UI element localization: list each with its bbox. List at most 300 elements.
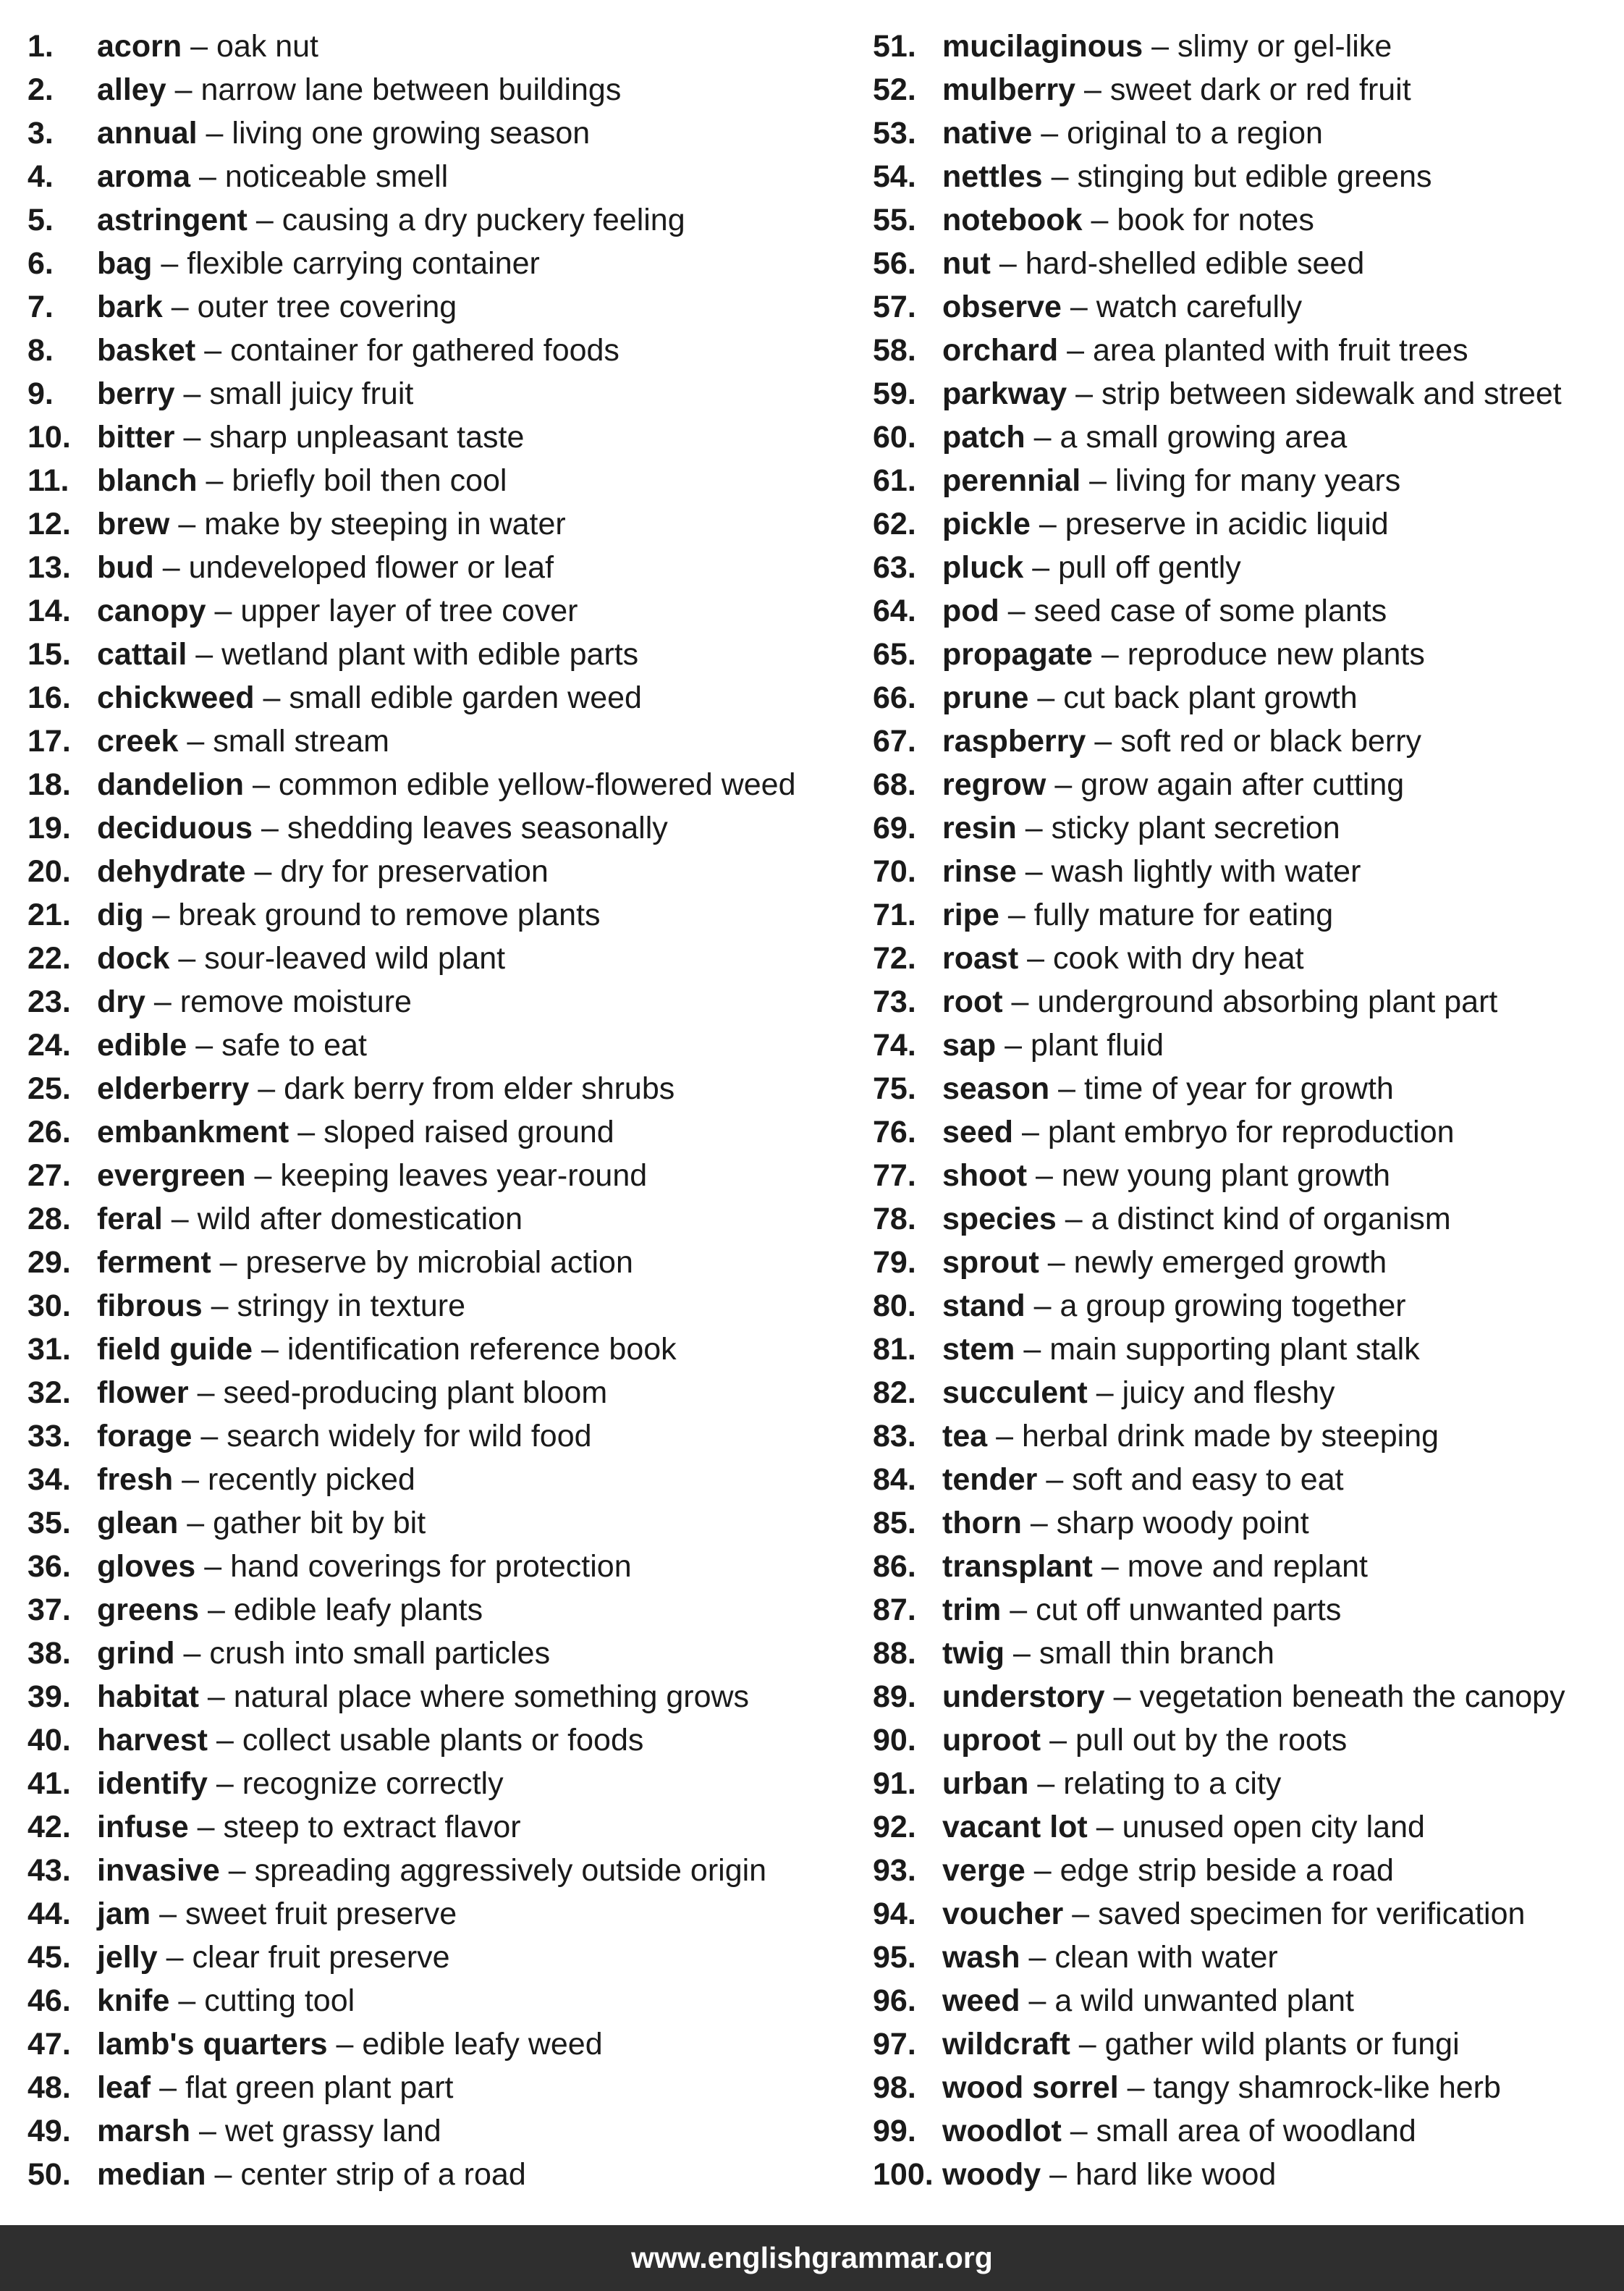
- item-term: blanch: [97, 463, 198, 498]
- item-definition: sweet fruit preserve: [185, 1896, 457, 1931]
- list-item: [873, 1458, 1611, 1501]
- item-number: 45.: [28, 1940, 71, 1975]
- item-text: [97, 285, 457, 329]
- item-definition: clear fruit preserve: [192, 1940, 450, 1975]
- item-definition: hard like wood: [1075, 2157, 1277, 2192]
- item-number: 40.: [28, 1723, 71, 1758]
- item-separator: –: [199, 2114, 216, 2148]
- list-item: [28, 720, 845, 763]
- item-definition: a group growing together: [1060, 1288, 1406, 1323]
- item-separator: –: [1127, 2070, 1145, 2105]
- item-text: [942, 459, 1400, 502]
- item-number: 94.: [873, 1896, 916, 1931]
- item-text: [97, 1805, 521, 1849]
- item-number: 50.: [28, 2157, 71, 2192]
- item-separator: –: [1030, 1506, 1048, 1540]
- item-term: uproot: [942, 1723, 1041, 1758]
- item-separator: –: [182, 1462, 200, 1497]
- item-number: 61.: [873, 463, 916, 498]
- item-separator: –: [197, 1375, 215, 1410]
- list-item: [873, 415, 1611, 459]
- item-number: 42.: [28, 1810, 71, 1844]
- item-definition: common edible yellow-flowered weed: [278, 767, 796, 802]
- item-number: 36.: [28, 1549, 71, 1584]
- item-number: 60.: [873, 420, 916, 455]
- item-number: 83.: [873, 1419, 916, 1454]
- item-number: 64.: [873, 594, 916, 628]
- list-item: [873, 589, 1611, 633]
- item-number: 71.: [873, 898, 916, 932]
- item-separator: –: [1065, 1202, 1083, 1236]
- item-separator: –: [211, 1288, 229, 1323]
- item-number: 11.: [28, 463, 69, 498]
- item-separator: –: [219, 1245, 237, 1280]
- item-separator: –: [996, 1419, 1014, 1454]
- list-item: [873, 1675, 1611, 1718]
- list-item: [28, 1371, 845, 1414]
- item-definition: outer tree covering: [197, 290, 457, 324]
- item-term: twig: [942, 1636, 1005, 1671]
- item-definition: center strip of a road: [240, 2157, 526, 2192]
- item-term: observe: [942, 290, 1062, 324]
- item-separator: –: [1049, 1723, 1067, 1758]
- item-number: 24.: [28, 1028, 71, 1063]
- item-text: [97, 1414, 592, 1458]
- item-separator: –: [1047, 1245, 1065, 1280]
- item-number: 8.: [28, 333, 54, 368]
- item-definition: sweet dark or red fruit: [1109, 72, 1411, 107]
- item-term: pluck: [942, 550, 1024, 585]
- item-separator: –: [1028, 1983, 1046, 2018]
- item-number: 22.: [28, 941, 71, 976]
- item-definition: small thin branch: [1039, 1636, 1274, 1671]
- item-term: vacant lot: [942, 1810, 1088, 1844]
- item-term: nettles: [942, 159, 1043, 194]
- item-term: ripe: [942, 898, 999, 932]
- list-item: [873, 2066, 1611, 2109]
- item-number: 46.: [28, 1983, 71, 2018]
- item-definition: noticeable smell: [224, 159, 449, 194]
- item-number: 32.: [28, 1375, 71, 1410]
- item-separator: –: [187, 724, 205, 759]
- item-term: seed: [942, 1115, 1014, 1149]
- list-item: [28, 2109, 845, 2153]
- list-item: [873, 546, 1611, 589]
- item-number: 41.: [28, 1766, 71, 1801]
- item-definition: cutting tool: [204, 1983, 355, 2018]
- item-text: [97, 372, 413, 415]
- item-number: 56.: [873, 246, 916, 281]
- item-term: sprout: [942, 1245, 1039, 1280]
- item-text: [97, 1284, 465, 1328]
- item-text: [97, 676, 642, 720]
- item-number: 33.: [28, 1419, 71, 1454]
- item-separator: –: [1054, 767, 1073, 802]
- item-separator: –: [1041, 116, 1059, 151]
- item-separator: –: [171, 1202, 189, 1236]
- item-number: 63.: [873, 550, 916, 585]
- item-term: shoot: [942, 1158, 1028, 1193]
- item-term: grind: [97, 1636, 175, 1671]
- item-number: 98.: [873, 2070, 916, 2105]
- item-number: 58.: [873, 333, 916, 368]
- item-definition: living one growing season: [232, 116, 591, 151]
- item-term: bud: [97, 550, 154, 585]
- item-text: [942, 1936, 1278, 1979]
- list-item: [873, 2022, 1611, 2066]
- item-number: 12.: [28, 507, 71, 541]
- item-separator: –: [162, 550, 180, 585]
- item-number: 21.: [28, 898, 71, 932]
- list-item: [873, 2153, 1611, 2196]
- item-term: regrow: [942, 767, 1046, 802]
- list-item: [873, 633, 1611, 676]
- item-term: wash: [942, 1940, 1020, 1975]
- list-item: [28, 1110, 845, 1154]
- item-separator: –: [1036, 1158, 1053, 1193]
- item-separator: –: [1070, 290, 1088, 324]
- item-separator: –: [1037, 1766, 1055, 1801]
- item-definition: pull out by the roots: [1075, 1723, 1348, 1758]
- list-item: [873, 459, 1611, 502]
- item-number: 74.: [873, 1028, 916, 1063]
- item-definition: reproduce new plants: [1127, 637, 1425, 672]
- item-number: 23.: [28, 984, 71, 1019]
- item-definition: strip between sidewalk and street: [1101, 376, 1562, 411]
- item-number: 97.: [873, 2027, 916, 2062]
- item-separator: –: [228, 1853, 246, 1888]
- item-text: [97, 850, 549, 893]
- item-definition: identification reference book: [287, 1332, 677, 1367]
- item-term: wildcraft: [942, 2027, 1070, 2062]
- item-term: weed: [942, 1983, 1020, 2018]
- item-text: [97, 459, 507, 502]
- item-definition: wash lightly with water: [1051, 854, 1361, 889]
- list-item: [873, 1501, 1611, 1545]
- item-separator: –: [1096, 1375, 1114, 1410]
- item-separator: –: [216, 1723, 234, 1758]
- list-item: [28, 1545, 845, 1588]
- item-definition: relating to a city: [1063, 1766, 1282, 1801]
- item-separator: –: [1083, 72, 1101, 107]
- list-item: [873, 1024, 1611, 1067]
- item-definition: remove moisture: [179, 984, 412, 1019]
- list-item: [28, 850, 845, 893]
- list-item: [873, 1805, 1611, 1849]
- item-text: [97, 633, 638, 676]
- item-definition: break ground to remove plants: [178, 898, 601, 932]
- item-separator: –: [1051, 159, 1069, 194]
- item-separator: –: [1025, 811, 1043, 845]
- item-number: 10.: [28, 420, 71, 455]
- item-term: lamb's quarters: [97, 2027, 328, 2062]
- item-definition: edible leafy plants: [233, 1592, 483, 1627]
- item-term: perennial: [942, 463, 1081, 498]
- item-text: [97, 198, 685, 242]
- item-text: [942, 1805, 1425, 1849]
- list-item: [873, 372, 1611, 415]
- item-separator: –: [183, 420, 201, 455]
- item-number: 4.: [28, 159, 54, 194]
- item-text: [97, 2022, 603, 2066]
- list-item: [28, 1414, 845, 1458]
- item-number: 14.: [28, 594, 71, 628]
- item-number: 78.: [873, 1202, 916, 1236]
- item-number: 29.: [28, 1245, 71, 1280]
- item-number: 2.: [28, 72, 54, 107]
- item-text: [942, 937, 1304, 980]
- list-item: [28, 2153, 845, 2196]
- item-term: berry: [97, 376, 175, 411]
- list-item: [28, 285, 845, 329]
- item-number: 13.: [28, 550, 71, 585]
- item-number: 95.: [873, 1940, 916, 1975]
- item-definition: natural place where something grows: [233, 1679, 750, 1714]
- item-separator: –: [1007, 594, 1025, 628]
- item-number: 72.: [873, 941, 916, 976]
- item-number: 82.: [873, 1375, 916, 1410]
- item-separator: –: [255, 203, 274, 237]
- item-term: stand: [942, 1288, 1025, 1323]
- item-separator: –: [261, 811, 279, 845]
- list-item: [28, 329, 845, 372]
- item-number: 76.: [873, 1115, 916, 1149]
- item-separator: –: [1078, 2027, 1096, 2062]
- item-separator: –: [1049, 2157, 1067, 2192]
- list-item: [873, 893, 1611, 937]
- item-term: leaf: [97, 2070, 151, 2105]
- item-number: 20.: [28, 854, 71, 889]
- item-separator: –: [1101, 1549, 1119, 1584]
- item-term: pickle: [942, 507, 1031, 541]
- list-item: [873, 502, 1611, 546]
- list-item: [873, 1632, 1611, 1675]
- list-item: [873, 1936, 1611, 1979]
- item-definition: area planted with fruit trees: [1092, 333, 1468, 368]
- item-definition: causing a dry puckery feeling: [282, 203, 685, 237]
- item-separator: –: [161, 246, 179, 281]
- item-text: [97, 937, 505, 980]
- item-definition: seed case of some plants: [1033, 594, 1387, 628]
- list-item: [873, 1545, 1611, 1588]
- list-item: [28, 1024, 845, 1067]
- list-item: [28, 893, 845, 937]
- list-item: [28, 589, 845, 633]
- item-definition: cut off unwanted parts: [1036, 1592, 1342, 1627]
- item-term: fibrous: [97, 1288, 203, 1323]
- item-text: [942, 1241, 1387, 1284]
- item-number: 38.: [28, 1636, 71, 1671]
- list-item: [873, 1328, 1611, 1371]
- item-separator: –: [166, 1940, 184, 1975]
- item-definition: gather bit by bit: [213, 1506, 426, 1540]
- item-text: [942, 1328, 1420, 1371]
- item-definition: sticky plant secretion: [1051, 811, 1340, 845]
- item-definition: vegetation beneath the canopy: [1139, 1679, 1565, 1714]
- item-text: [97, 1588, 483, 1632]
- item-term: root: [942, 984, 1003, 1019]
- item-text: [97, 68, 621, 111]
- item-definition: gather wild plants or fungi: [1104, 2027, 1460, 2062]
- item-separator: –: [216, 1766, 234, 1801]
- item-definition: small area of woodland: [1096, 2114, 1416, 2148]
- item-term: deciduous: [97, 811, 253, 845]
- item-text: [942, 1892, 1525, 1936]
- item-number: 75.: [873, 1071, 916, 1106]
- list-item: [873, 242, 1611, 285]
- item-definition: keeping leaves year-round: [280, 1158, 648, 1193]
- item-definition: slimy or gel-like: [1177, 29, 1392, 64]
- item-text: [97, 1154, 647, 1197]
- item-definition: move and replant: [1127, 1549, 1368, 1584]
- item-separator: –: [152, 898, 170, 932]
- list-item: [873, 111, 1611, 155]
- item-definition: juicy and fleshy: [1122, 1375, 1335, 1410]
- list-item: [28, 242, 845, 285]
- list-item: [28, 2022, 845, 2066]
- item-text: [97, 2109, 441, 2153]
- item-term: jam: [97, 1896, 151, 1931]
- item-term: tender: [942, 1462, 1038, 1497]
- item-separator: –: [1094, 724, 1112, 759]
- item-text: [942, 1067, 1394, 1110]
- item-number: 69.: [873, 811, 916, 845]
- item-number: 100.: [873, 2157, 934, 2192]
- item-separator: –: [1101, 637, 1119, 672]
- item-term: native: [942, 116, 1033, 151]
- list-item: [28, 676, 845, 720]
- list-item: [28, 1458, 845, 1501]
- item-separator: –: [1032, 550, 1050, 585]
- item-term: identify: [97, 1766, 208, 1801]
- item-text: [97, 1024, 367, 1067]
- item-text: [97, 1067, 674, 1110]
- item-definition: recognize correctly: [242, 1766, 504, 1801]
- list-item: [873, 720, 1611, 763]
- item-term: succulent: [942, 1375, 1088, 1410]
- item-separator: –: [171, 290, 189, 324]
- item-separator: –: [263, 680, 281, 715]
- list-item: [873, 1371, 1611, 1414]
- item-separator: –: [204, 333, 222, 368]
- item-term: understory: [942, 1679, 1105, 1714]
- item-definition: a wild unwanted plant: [1054, 1983, 1354, 2018]
- item-text: [942, 720, 1421, 763]
- item-separator: –: [1075, 376, 1093, 411]
- item-separator: –: [1005, 1028, 1022, 1063]
- item-separator: –: [1007, 898, 1025, 932]
- item-separator: –: [204, 1549, 222, 1584]
- list-item: [28, 806, 845, 850]
- list-item: [873, 1762, 1611, 1805]
- item-text: [942, 2022, 1460, 2066]
- item-term: knife: [97, 1983, 170, 2018]
- item-term: species: [942, 1202, 1057, 1236]
- item-term: season: [942, 1071, 1050, 1106]
- item-definition: crush into small particles: [209, 1636, 551, 1671]
- item-definition: undeveloped flower or leaf: [188, 550, 554, 585]
- item-separator: –: [206, 463, 224, 498]
- item-definition: tangy shamrock-like herb: [1153, 2070, 1501, 2105]
- item-text: [942, 546, 1241, 589]
- item-term: gloves: [97, 1549, 196, 1584]
- item-number: 15.: [28, 637, 71, 672]
- item-number: 17.: [28, 724, 71, 759]
- item-number: 99.: [873, 2114, 916, 2148]
- item-definition: stringy in texture: [237, 1288, 466, 1323]
- item-text: [97, 415, 524, 459]
- item-term: evergreen: [97, 1158, 246, 1193]
- item-text: [942, 415, 1347, 459]
- item-text: [942, 1024, 1164, 1067]
- item-number: 73.: [873, 984, 916, 1019]
- list-item: [28, 763, 845, 806]
- item-number: 27.: [28, 1158, 71, 1193]
- item-number: 6.: [28, 246, 54, 281]
- item-number: 66.: [873, 680, 916, 715]
- item-term: nut: [942, 246, 991, 281]
- list-item: [873, 25, 1611, 68]
- list-item: [873, 1414, 1611, 1458]
- item-term: fresh: [97, 1462, 174, 1497]
- item-definition: main supporting plant stalk: [1049, 1332, 1420, 1367]
- item-definition: watch carefully: [1096, 290, 1303, 324]
- item-definition: sour-leaved wild plant: [204, 941, 506, 976]
- item-term: wood sorrel: [942, 2070, 1119, 2105]
- item-number: 77.: [873, 1158, 916, 1193]
- item-text: [97, 1545, 632, 1588]
- item-number: 89.: [873, 1679, 916, 1714]
- list-item: [873, 68, 1611, 111]
- item-separator: –: [1058, 1071, 1076, 1106]
- item-text: [97, 589, 578, 633]
- item-definition: upper layer of tree cover: [240, 594, 578, 628]
- item-number: 18.: [28, 767, 71, 802]
- item-term: thorn: [942, 1506, 1022, 1540]
- list-item: [873, 329, 1611, 372]
- item-number: 70.: [873, 854, 916, 889]
- item-number: 49.: [28, 2114, 71, 2148]
- list-item: [28, 372, 845, 415]
- item-text: [942, 111, 1323, 155]
- item-definition: newly emerged growth: [1073, 1245, 1387, 1280]
- item-number: 96.: [873, 1983, 916, 2018]
- item-separator: –: [207, 1679, 225, 1714]
- item-definition: time of year for growth: [1084, 1071, 1394, 1106]
- list-item: [28, 155, 845, 198]
- item-text: [97, 1110, 614, 1154]
- item-term: embankment: [97, 1115, 289, 1149]
- item-text: [97, 1197, 523, 1241]
- list-item: [28, 1197, 845, 1241]
- list-item: [28, 1501, 845, 1545]
- item-term: dock: [97, 941, 170, 976]
- item-text: [97, 1718, 643, 1762]
- item-text: [942, 1371, 1335, 1414]
- item-separator: –: [197, 1810, 215, 1844]
- footer-url[interactable]: www.englishgrammar.org: [631, 2241, 993, 2274]
- item-number: 43.: [28, 1853, 71, 1888]
- item-separator: –: [1025, 854, 1043, 889]
- item-separator: –: [999, 246, 1017, 281]
- item-text: [942, 198, 1314, 242]
- item-separator: –: [258, 1071, 276, 1106]
- item-separator: –: [1072, 1896, 1090, 1931]
- list-item: [28, 1675, 845, 1718]
- list-item: [28, 1936, 845, 1979]
- item-definition: small stream: [213, 724, 389, 759]
- list-item: [28, 1067, 845, 1110]
